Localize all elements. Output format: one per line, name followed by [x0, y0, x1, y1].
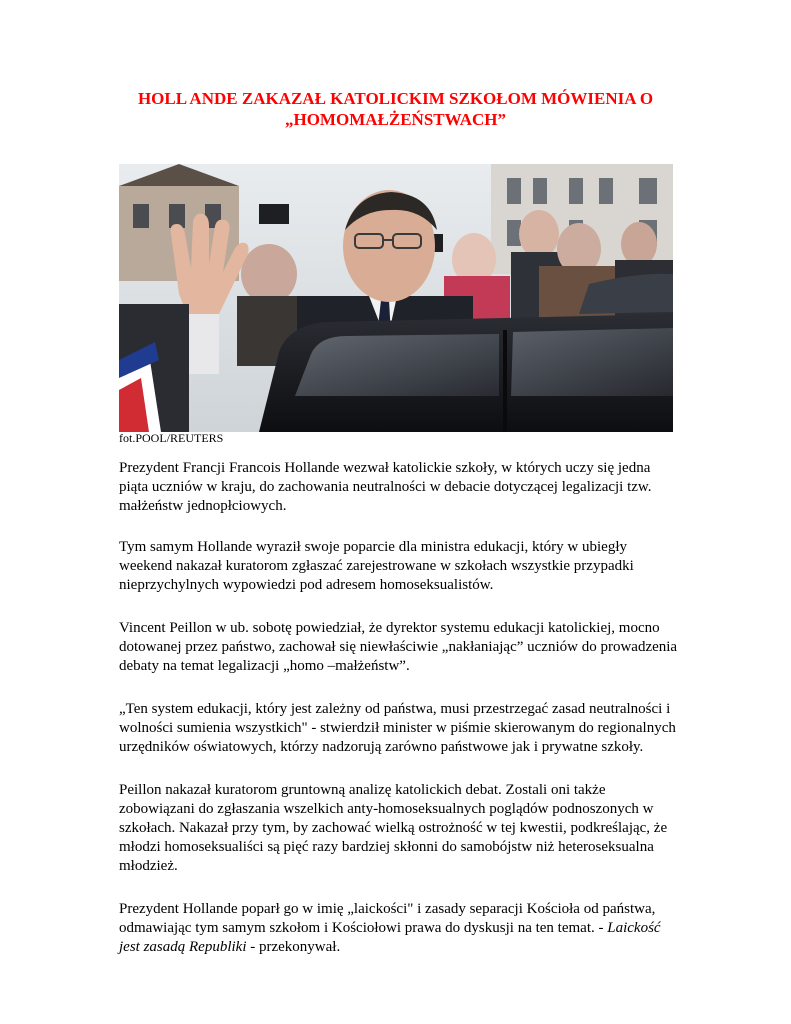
paragraph-6-tail: - przekonywał.: [246, 939, 341, 955]
article-title-line-2: „HOMOMAŁŻEŃSTWACH”: [284, 110, 507, 129]
photo-credit: fot.POOL/REUTERS: [119, 431, 224, 445]
paragraph-1: Prezydent Francji Francois Hollande wezwał katolickie szkoły, w których uczy się jedna piąta uczniów w kraju, do zachowania neutralności w debacie dotyczącej legalizacji tzw. małżeństw jednopłciowych.: [119, 460, 652, 514]
article-title-line-1: HOLL ANDE ZAKAZAŁ KATOLICKIM SZKOŁOM MÓWIENIA O: [137, 89, 654, 108]
paragraph-4: „Ten system edukacji, który jest zależny od państwa, musi przestrzegać zasad neutralności i wolności sumienia wszystkich" - stwierdził minister w piśmie skierowanym do regionalnych urzędników oświatowych, którzy nadzorują zarówno państwowe jak i prywatne szkoły.: [119, 701, 676, 755]
paragraph-3: Vincent Peillon w ub. sobotę powiedział, że dyrektor systemu edukacji katolickiej, mocno dotowanej przez państwo, zachował się niewłaściwie „nakłaniając” uczniów do prowadzenia debaty na temat legalizacji „homo –małżeństw”.: [119, 620, 678, 674]
article-body: [119, 459, 679, 979]
paragraph-6-quote: Laickość jest zasadą Republiki: [119, 920, 661, 955]
paragraph-6: [119, 900, 679, 957]
paragraph-6-main: Prezydent Hollande poparł go w imię „laickości" i zasady separacji Kościoła od państwa, odmawiając tym samym szkołom i Kościołowi prawa do dyskusji na ten temat. -: [119, 901, 656, 936]
paragraph-2: Tym samym Hollande wyraził swoje poparcie dla ministra edukacji, który w ubiegły weekend nakazał kuratorom zgłaszać zarejestrowane w szkołach wszystkie przypadki nieprzychylnych wypowiedzi pod adresem homoseksualistów.: [119, 539, 634, 593]
article-title: [100, 88, 691, 130]
paragraph-5: Peillon nakazał kuratorom gruntowną analizę katolickich debat. Zostali oni także zobowiązani do zgłaszania wszelkich anty-homoseksualnych poglądów podnoszonych w szkołach. Nakazał przy tym, by zachować wielką ostrożność w tej kwestii, podkreślając, że młodzi homoseksualiści są pięć razy bardziej skłonni do samobójstw niż heteroseksualna młodzież.: [119, 782, 668, 874]
news-photo: [119, 164, 673, 432]
